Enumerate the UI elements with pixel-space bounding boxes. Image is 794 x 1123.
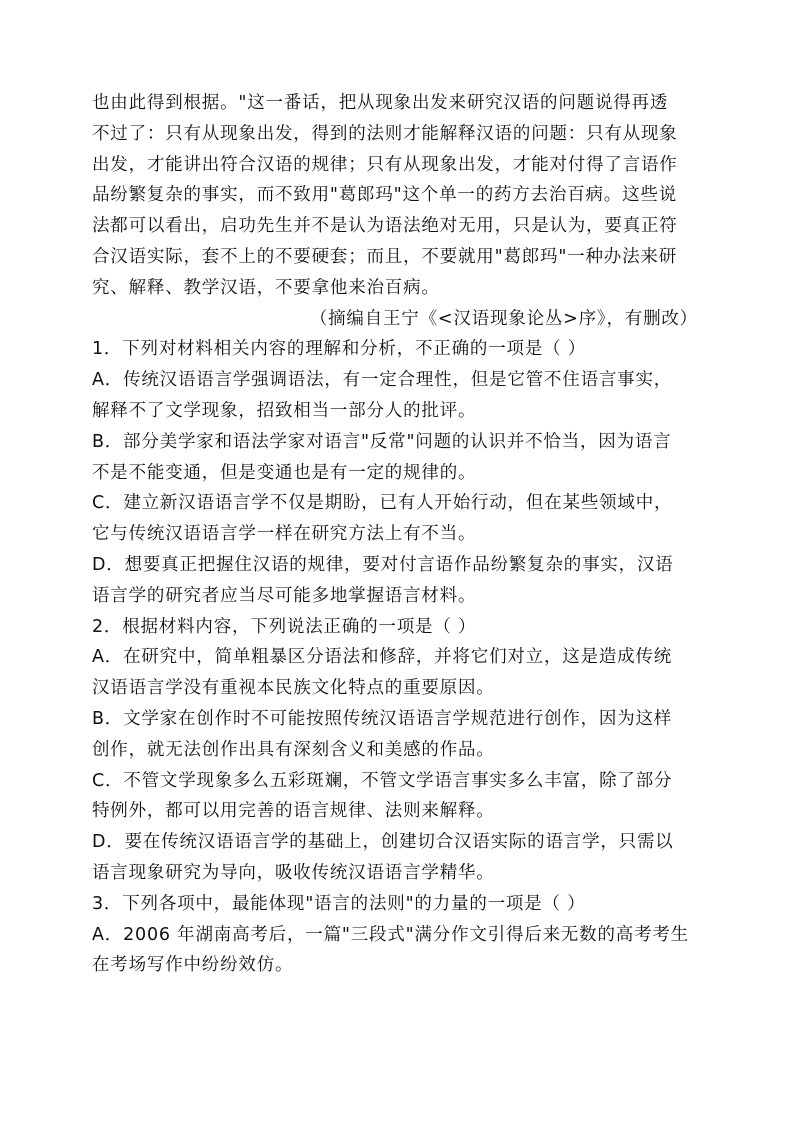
question-3 xyxy=(92,889,704,981)
option-a-line-1: A．传统汉语语言学强调语法，有一定合理性，但是它管不住语言事实， xyxy=(92,370,673,391)
option-b-line-2: 不是不能变通，但是变通也是有一定的规律的。 xyxy=(92,462,477,483)
passage-line: 也由此得到根据。"这一番话，把从现象出发来研究汉语的问题说得再透 xyxy=(92,93,669,113)
question-stem: 3．下列各项中，最能体现"语言的法则"的力量的一项是（ ） xyxy=(92,893,586,914)
option-b-line-1: B．文学家在创作时不可能按照传统汉语语言学规范进行创作，因为这样 xyxy=(92,708,673,729)
option-a-line-1: A．2006 年湖南高考后，一篇"三段式"满分作文引得后来无数的高考考生 xyxy=(92,924,689,945)
document-page xyxy=(92,88,704,981)
passage-line: 究、解释、教学汉语，不要拿他来治百病。 xyxy=(92,277,440,298)
option-d-line-2: 语言学的研究者应当尽可能多地掌握语言材料。 xyxy=(92,585,477,606)
passage-line: 合汉语实际，套不上的不要硬套；而且，不要就用"葛郎玛"一种办法来研 xyxy=(92,246,677,267)
option-a-line-2: 解释不了文学现象，招致相当一部分人的批评。 xyxy=(92,400,477,421)
option-c-line-2: 它与传统汉语语言学一样在研究方法上有不当。 xyxy=(92,524,477,545)
passage-line: 品纷繁复杂的事实，而不致用"葛郎玛"这个单一的药方去治百病。这些说 xyxy=(92,185,677,206)
option-a-line-2: 在考场写作中纷纷效仿。 xyxy=(92,955,294,976)
question-stem: 1．下列对材料相关内容的理解和分析，不正确的一项是（ ） xyxy=(92,339,587,360)
passage-source: （摘编自王宁《<汉语现象论丛>序》，有删改） xyxy=(309,308,698,329)
option-c-line-1: C．不管文学现象多么五彩斑斓，不管文学语言事实多么丰富，除了部分 xyxy=(92,770,673,791)
option-c-line-1: C．建立新汉语语言学不仅是期盼，已有人开始行动，但在某些领域中， xyxy=(92,493,673,514)
passage-line: 法都可以看出，启功先生并不是认为语法绝对无用，只是认为，要真正符 xyxy=(92,216,678,237)
question-2 xyxy=(92,612,704,889)
option-c-line-2: 特例外，都可以用完善的语言规律、法则来解释。 xyxy=(92,801,495,822)
option-d-line-1: D．想要真正把握住汉语的规律，要对付言语作品纷繁复杂的事实，汉语 xyxy=(92,554,674,575)
option-b-line-1: B．部分美学家和语法学家对语言"反常"问题的认识并不恰当，因为语言 xyxy=(92,431,672,452)
option-b-line-2: 创作，就无法创作出具有深刻含义和美感的作品。 xyxy=(92,739,495,760)
option-d-line-2: 语言现象研究为导向，吸收传统汉语语言学精华。 xyxy=(92,862,495,883)
question-1 xyxy=(92,334,704,611)
passage-line: 出发，才能讲出符合汉语的规律；只有从现象出发，才能对付得了言语作 xyxy=(92,154,678,175)
option-a-line-1: A．在研究中，简单粗暴区分语法和修辞，并将它们对立，这是造成传统 xyxy=(92,647,673,668)
option-d-line-1: D．要在传统汉语语言学的基础上，创建切合汉语实际的语言学，只需以 xyxy=(92,832,674,853)
passage-text xyxy=(92,88,704,334)
passage-line: 不过了：只有从现象出发，得到的法则才能解释汉语的问题：只有从现象 xyxy=(92,123,678,144)
question-stem: 2．根据材料内容，下列说法正确的一项是（ ） xyxy=(92,616,477,637)
option-a-line-2: 汉语语言学没有重视本民族文化特点的重要原因。 xyxy=(92,678,495,699)
